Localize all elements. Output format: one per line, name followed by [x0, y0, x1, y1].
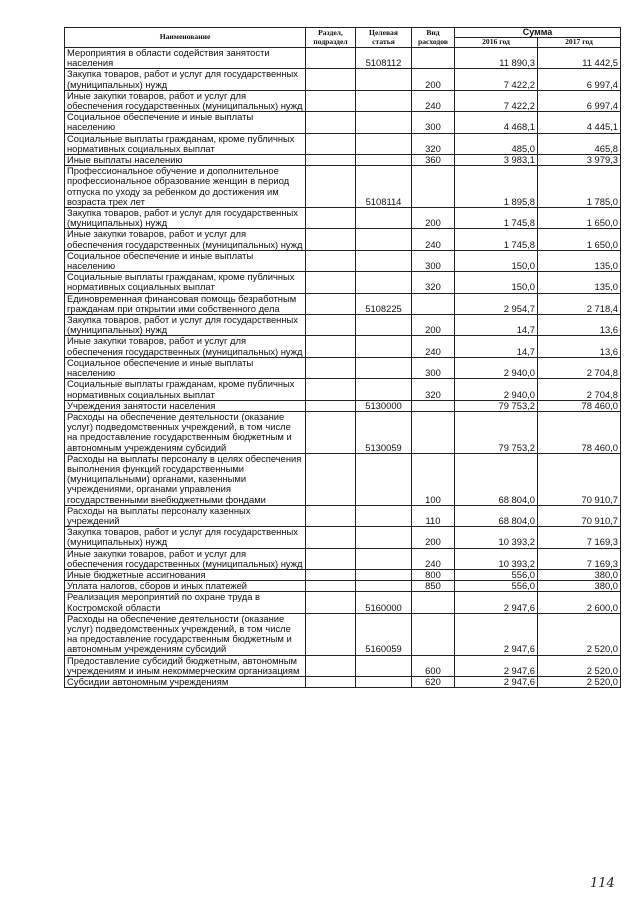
- row-name: Социальные выплаты гражданам, кроме публичных нормативных социальных выплат: [65, 379, 306, 400]
- row-amount-2016: 2 947,6: [455, 592, 538, 613]
- row-amount-2016: 10 393,2: [455, 548, 538, 569]
- row-expense-kind: 100: [412, 453, 455, 505]
- row-target-code: 5130059: [356, 411, 412, 453]
- row-amount-2016: 14,7: [455, 336, 538, 357]
- row-expense-kind: [412, 293, 455, 314]
- table-row: [65, 505, 621, 526]
- row-amount-2016: 556,0: [455, 569, 538, 580]
- header-name: Наименование: [65, 28, 306, 48]
- row-name: Иные закупки товаров, работ и услуг для обеспечения государственных (муниципальных) нужд: [65, 90, 306, 111]
- table-row: [65, 400, 621, 411]
- row-target-code: 5108225: [356, 293, 412, 314]
- row-expense-kind: 240: [412, 548, 455, 569]
- row-name: Иные закупки товаров, работ и услуг для обеспечения государственных (муниципальных) нужд: [65, 548, 306, 569]
- row-target-code: 5130000: [356, 400, 412, 411]
- row-expense-kind: 240: [412, 90, 455, 111]
- row-target-code: [356, 69, 412, 90]
- row-section: [306, 315, 356, 336]
- row-name: Закупка товаров, работ и услуг для государственных (муниципальных) нужд: [65, 315, 306, 336]
- row-amount-2016: 2 940,0: [455, 379, 538, 400]
- row-section: [306, 48, 356, 69]
- row-section: [306, 592, 356, 613]
- row-amount-2017: 4 445,1: [538, 112, 621, 133]
- row-name: Расходы на обеспечение деятельности (оказание услуг) подведомственных учреждений, в том числе на предоставление государственным бюджетным и автономным учреждениям субсидий: [65, 613, 306, 655]
- row-name: Иные выплаты населению: [65, 155, 306, 166]
- row-target-code: [356, 527, 412, 548]
- table-row: [65, 48, 621, 69]
- table-row: [65, 315, 621, 336]
- row-expense-kind: 110: [412, 505, 455, 526]
- row-amount-2017: 2 718,4: [538, 293, 621, 314]
- row-name: Уплата налогов, сборов и иных платежей: [65, 581, 306, 592]
- row-amount-2017: 2 704,8: [538, 379, 621, 400]
- header-kind: Вид расходов: [412, 28, 455, 48]
- row-target-code: [356, 505, 412, 526]
- row-amount-2016: 1 895,8: [455, 166, 538, 208]
- row-section: [306, 166, 356, 208]
- header-sum: Сумма: [455, 28, 621, 38]
- row-expense-kind: 320: [412, 379, 455, 400]
- row-target-code: 5108114: [356, 166, 412, 208]
- table-row: [65, 208, 621, 229]
- row-amount-2017: 13,6: [538, 336, 621, 357]
- row-section: [306, 379, 356, 400]
- row-section: [306, 229, 356, 250]
- table-row: [65, 272, 621, 293]
- row-section: [306, 505, 356, 526]
- row-amount-2016: 150,0: [455, 250, 538, 271]
- header-section: Раздел, подраздел: [306, 28, 356, 48]
- row-name: Социальное обеспечение и иные выплаты населению: [65, 112, 306, 133]
- table-row: [65, 527, 621, 548]
- row-target-code: [356, 155, 412, 166]
- row-amount-2016: 10 393,2: [455, 527, 538, 548]
- row-expense-kind: [412, 400, 455, 411]
- header-target: Целевая статья: [356, 28, 412, 48]
- row-name: Профессиональное обучение и дополнительное профессиональное образование женщин в период отпуска по уходу за ребенком до достижения им возраста трех лет: [65, 166, 306, 208]
- row-amount-2017: 78 460,0: [538, 411, 621, 453]
- table-row: [65, 112, 621, 133]
- row-name: Расходы на выплаты персоналу в целях обеспечения выполнения функций государственными (муниципальными) органами, казенными учреждениями, органами управления государственными внебюджетными фондами: [65, 453, 306, 505]
- row-amount-2016: 7 422,2: [455, 90, 538, 111]
- row-amount-2017: 7 169,3: [538, 548, 621, 569]
- row-target-code: [356, 581, 412, 592]
- row-target-code: [356, 250, 412, 271]
- table-row: [65, 676, 621, 687]
- row-expense-kind: 600: [412, 655, 455, 676]
- row-amount-2017: 70 910,7: [538, 505, 621, 526]
- table-row: [65, 453, 621, 505]
- table-row: [65, 229, 621, 250]
- row-expense-kind: 360: [412, 155, 455, 166]
- row-name: Субсидии автономным учреждениям: [65, 676, 306, 687]
- row-expense-kind: 620: [412, 676, 455, 687]
- row-expense-kind: [412, 613, 455, 655]
- row-expense-kind: 200: [412, 69, 455, 90]
- row-name: Единовременная финансовая помощь безработным гражданам при открытии ими собственного дела: [65, 293, 306, 314]
- row-section: [306, 411, 356, 453]
- row-amount-2017: 2 600,0: [538, 592, 621, 613]
- row-amount-2017: 13,6: [538, 315, 621, 336]
- row-target-code: [356, 676, 412, 687]
- row-amount-2017: 7 169,3: [538, 527, 621, 548]
- row-amount-2016: 2 954,7: [455, 293, 538, 314]
- row-name: Учреждения занятости населения: [65, 400, 306, 411]
- table-row: [65, 581, 621, 592]
- table-row: [65, 357, 621, 378]
- row-target-code: [356, 90, 412, 111]
- table-row: [65, 250, 621, 271]
- row-amount-2017: 465,8: [538, 133, 621, 154]
- row-expense-kind: 300: [412, 250, 455, 271]
- row-amount-2017: 135,0: [538, 250, 621, 271]
- table-row: [65, 90, 621, 111]
- row-amount-2017: 1 650,0: [538, 229, 621, 250]
- row-target-code: [356, 133, 412, 154]
- table-row: [65, 613, 621, 655]
- row-target-code: [356, 379, 412, 400]
- row-section: [306, 676, 356, 687]
- header-year-2016: 2016 год: [455, 38, 538, 48]
- row-section: [306, 133, 356, 154]
- row-amount-2017: 2 520,0: [538, 655, 621, 676]
- row-amount-2017: 380,0: [538, 569, 621, 580]
- row-target-code: [356, 336, 412, 357]
- header-year-2017: 2017 год: [538, 38, 621, 48]
- row-expense-kind: 200: [412, 208, 455, 229]
- row-section: [306, 453, 356, 505]
- row-target-code: 5160000: [356, 592, 412, 613]
- row-section: [306, 90, 356, 111]
- row-amount-2016: 68 804,0: [455, 505, 538, 526]
- budget-page: [64, 27, 621, 688]
- row-section: [306, 569, 356, 580]
- row-section: [306, 293, 356, 314]
- row-section: [306, 581, 356, 592]
- row-name: Иные бюджетные ассигнования: [65, 569, 306, 580]
- row-amount-2017: 6 997,4: [538, 69, 621, 90]
- row-section: [306, 548, 356, 569]
- row-amount-2017: 2 520,0: [538, 613, 621, 655]
- row-target-code: [356, 315, 412, 336]
- row-name: Предоставление субсидий бюджетным, автономным учреждениям и иным некоммерческим организациям: [65, 655, 306, 676]
- row-amount-2016: 2 947,6: [455, 613, 538, 655]
- page-number: 114: [590, 876, 615, 891]
- row-name: Реализация мероприятий по охране труда в Костромской области: [65, 592, 306, 613]
- row-amount-2017: 78 460,0: [538, 400, 621, 411]
- row-expense-kind: 300: [412, 357, 455, 378]
- row-amount-2016: 4 468,1: [455, 112, 538, 133]
- row-name: Социальные выплаты гражданам, кроме публичных нормативных социальных выплат: [65, 272, 306, 293]
- row-target-code: 5160059: [356, 613, 412, 655]
- row-name: Социальное обеспечение и иные выплаты населению: [65, 250, 306, 271]
- row-target-code: [356, 548, 412, 569]
- row-name: Расходы на выплаты персоналу казенных учреждений: [65, 505, 306, 526]
- budget-table: [64, 27, 621, 688]
- header-row: [65, 28, 621, 38]
- row-section: [306, 155, 356, 166]
- row-amount-2017: 1 785,0: [538, 166, 621, 208]
- row-section: [306, 655, 356, 676]
- row-amount-2017: 11 442,5: [538, 48, 621, 69]
- row-expense-kind: 300: [412, 112, 455, 133]
- row-target-code: [356, 569, 412, 580]
- table-row: [65, 379, 621, 400]
- row-expense-kind: [412, 411, 455, 453]
- row-amount-2017: 135,0: [538, 272, 621, 293]
- row-target-code: [356, 453, 412, 505]
- row-amount-2016: 14,7: [455, 315, 538, 336]
- table-row: [65, 592, 621, 613]
- row-expense-kind: [412, 592, 455, 613]
- row-name: Иные закупки товаров, работ и услуг для обеспечения государственных (муниципальных) нужд: [65, 229, 306, 250]
- row-amount-2016: 2 940,0: [455, 357, 538, 378]
- row-expense-kind: 320: [412, 272, 455, 293]
- table-row: [65, 655, 621, 676]
- row-target-code: [356, 229, 412, 250]
- row-section: [306, 250, 356, 271]
- row-section: [306, 112, 356, 133]
- row-name: Закупка товаров, работ и услуг для государственных (муниципальных) нужд: [65, 69, 306, 90]
- table-row: [65, 569, 621, 580]
- table-row: [65, 133, 621, 154]
- row-target-code: [356, 357, 412, 378]
- row-amount-2016: 3 983,1: [455, 155, 538, 166]
- row-amount-2017: 1 650,0: [538, 208, 621, 229]
- row-amount-2016: 150,0: [455, 272, 538, 293]
- row-target-code: [356, 208, 412, 229]
- row-expense-kind: 200: [412, 315, 455, 336]
- row-amount-2016: 2 947,6: [455, 655, 538, 676]
- row-section: [306, 69, 356, 90]
- row-amount-2016: 79 753,2: [455, 400, 538, 411]
- row-amount-2016: 7 422,2: [455, 69, 538, 90]
- row-section: [306, 357, 356, 378]
- row-expense-kind: [412, 48, 455, 69]
- table-row: [65, 155, 621, 166]
- table-row: [65, 548, 621, 569]
- row-section: [306, 208, 356, 229]
- row-expense-kind: [412, 166, 455, 208]
- row-amount-2017: 2 704,8: [538, 357, 621, 378]
- row-expense-kind: 200: [412, 527, 455, 548]
- row-amount-2017: 380,0: [538, 581, 621, 592]
- row-expense-kind: 320: [412, 133, 455, 154]
- table-body: [65, 48, 621, 688]
- table-row: [65, 293, 621, 314]
- row-amount-2016: 68 804,0: [455, 453, 538, 505]
- row-amount-2016: 2 947,6: [455, 676, 538, 687]
- row-amount-2016: 79 753,2: [455, 411, 538, 453]
- table-row: [65, 69, 621, 90]
- row-expense-kind: 800: [412, 569, 455, 580]
- row-name: Закупка товаров, работ и услуг для государственных (муниципальных) нужд: [65, 527, 306, 548]
- row-target-code: [356, 655, 412, 676]
- table-row: [65, 166, 621, 208]
- row-expense-kind: 240: [412, 229, 455, 250]
- row-amount-2016: 1 745,8: [455, 229, 538, 250]
- row-amount-2017: 3 979,3: [538, 155, 621, 166]
- row-target-code: 5108112: [356, 48, 412, 69]
- row-target-code: [356, 272, 412, 293]
- row-expense-kind: 850: [412, 581, 455, 592]
- row-amount-2017: 6 997,4: [538, 90, 621, 111]
- row-amount-2017: 70 910,7: [538, 453, 621, 505]
- table-row: [65, 411, 621, 453]
- row-name: Иные закупки товаров, работ и услуг для обеспечения государственных (муниципальных) нужд: [65, 336, 306, 357]
- row-section: [306, 400, 356, 411]
- row-name: Закупка товаров, работ и услуг для государственных (муниципальных) нужд: [65, 208, 306, 229]
- row-expense-kind: 240: [412, 336, 455, 357]
- row-amount-2017: 2 520,0: [538, 676, 621, 687]
- row-name: Расходы на обеспечение деятельности (оказание услуг) подведомственных учреждений, в том числе на предоставление государственным бюджетным и автономным учреждениям субсидий: [65, 411, 306, 453]
- row-name: Мероприятия в области содействия занятости населения: [65, 48, 306, 69]
- row-amount-2016: 11 890,3: [455, 48, 538, 69]
- row-amount-2016: 1 745,8: [455, 208, 538, 229]
- row-section: [306, 336, 356, 357]
- row-section: [306, 527, 356, 548]
- row-amount-2016: 485,0: [455, 133, 538, 154]
- row-name: Социальные выплаты гражданам, кроме публичных нормативных социальных выплат: [65, 133, 306, 154]
- table-row: [65, 336, 621, 357]
- row-section: [306, 272, 356, 293]
- row-name: Социальное обеспечение и иные выплаты населению: [65, 357, 306, 378]
- row-amount-2016: 556,0: [455, 581, 538, 592]
- row-target-code: [356, 112, 412, 133]
- row-section: [306, 613, 356, 655]
